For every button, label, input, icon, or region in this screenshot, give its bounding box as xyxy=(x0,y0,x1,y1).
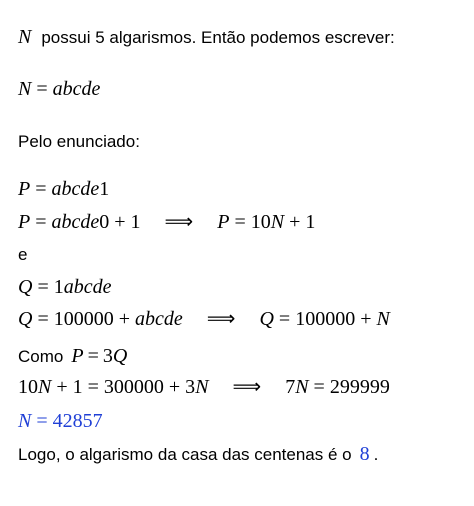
statement-label: Pelo enunciado: xyxy=(18,132,140,151)
digit-one: 1 xyxy=(99,178,110,200)
coefficient: 7 xyxy=(285,376,296,398)
var-p: P xyxy=(71,345,84,367)
var-abcde: abcde xyxy=(51,211,100,233)
var-n: N xyxy=(18,410,32,432)
var-q: Q xyxy=(112,345,128,367)
var-p: P xyxy=(217,211,230,233)
equals-sign: = xyxy=(35,211,47,233)
equation-p-expanded xyxy=(18,212,315,232)
expr-tail: + 1 xyxy=(289,211,316,233)
expr-tail: = 299999 xyxy=(313,376,390,398)
var-n: N xyxy=(38,376,52,398)
implies-arrow-icon: ⟹ xyxy=(206,308,236,330)
line-conclusion xyxy=(18,444,378,464)
var-q: Q xyxy=(259,308,274,330)
period: . xyxy=(373,445,379,464)
equation-q-definition xyxy=(18,277,112,297)
expr-number: 100000 + xyxy=(295,308,372,330)
conclusion-text: Logo, o algarismo da casa das centenas é o xyxy=(18,445,352,464)
var-q: Q xyxy=(18,276,33,298)
var-n: N xyxy=(295,376,309,398)
result-n xyxy=(18,411,103,431)
intro-text: possui 5 algarismos. Então podemos escrever: xyxy=(41,28,395,47)
var-n: N xyxy=(18,26,32,48)
equals-sign: = xyxy=(37,276,49,298)
equation-p-definition xyxy=(18,179,109,199)
var-abcde: abcde xyxy=(52,78,101,100)
expr-tail: 0 + 1 xyxy=(99,211,141,233)
var-n: N xyxy=(18,78,32,100)
var-n: N xyxy=(195,376,209,398)
equals-sign: = xyxy=(234,211,246,233)
line-intro xyxy=(18,27,395,47)
var-p: P xyxy=(18,178,31,200)
implies-arrow-icon: ⟹ xyxy=(164,211,194,233)
var-abcde: abcde xyxy=(63,276,112,298)
equals-sign: = xyxy=(36,410,48,432)
equals-sign: = xyxy=(278,308,291,330)
coefficient: 10 xyxy=(250,211,271,233)
var-abcde: abcde xyxy=(51,178,100,200)
equation-solve xyxy=(18,377,390,397)
var-p: P xyxy=(18,211,31,233)
equals-sign: = xyxy=(36,78,48,100)
conjunction-e: e xyxy=(18,245,28,264)
var-abcde: abcde xyxy=(135,308,183,330)
coefficient: 10 xyxy=(18,376,38,398)
equation-n-abcde xyxy=(18,79,100,99)
equation-q-expanded xyxy=(18,309,390,329)
implies-arrow-icon: ⟹ xyxy=(232,376,262,398)
coefficient: 3 xyxy=(102,345,113,367)
var-n: N xyxy=(376,308,390,330)
como-label: Como xyxy=(18,347,64,366)
equals-sign: = xyxy=(87,345,99,367)
var-n: N xyxy=(270,211,285,233)
line-como xyxy=(18,346,127,366)
digit-one: 1 xyxy=(53,276,64,298)
equals-sign: = xyxy=(35,178,47,200)
var-q: Q xyxy=(18,308,33,330)
answer-digit: 8 xyxy=(359,443,370,465)
equals-sign: = xyxy=(37,308,49,330)
expr-middle: + 1 = 300000 + 3 xyxy=(56,376,196,398)
result-value: 42857 xyxy=(52,410,103,432)
expr-number: 100000 + xyxy=(53,308,131,330)
